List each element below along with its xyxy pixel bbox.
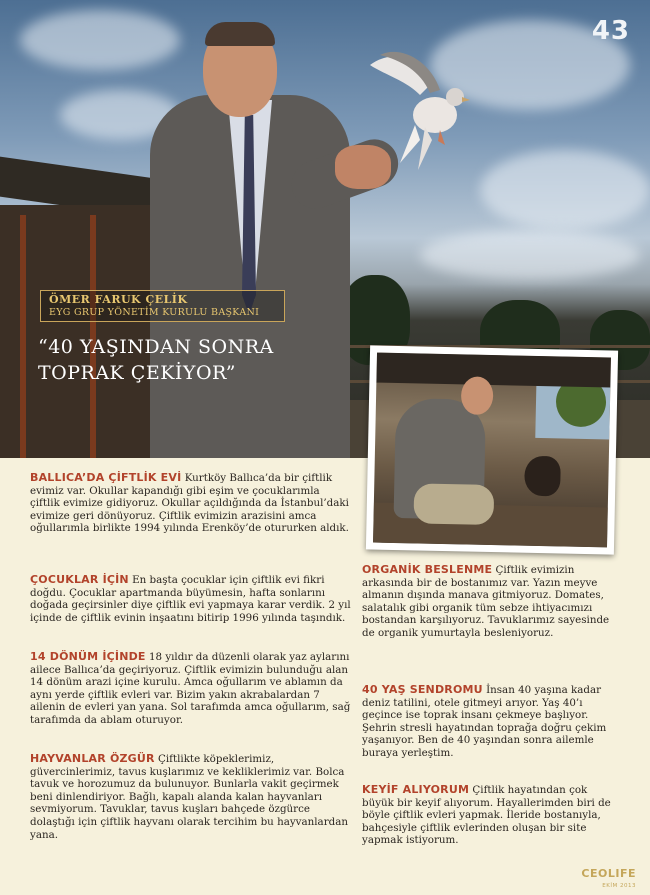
section-text: Çiftlik hayatından çok büyük bir keyif alıyorum. Hayallerimden biri de böyle çiftlik evleri yapmak. İleride bostanıyla, bahçesiyle çiftlik evlerinden oluşan bir site yapmak istiyorum. (362, 784, 611, 847)
section-text: Çiftlikte köpeklerimiz, güvercinlerimiz, tavus kuşlarımız ve kekliklerimiz var. Bolca tavuk ve horozumuz da bulunuyor. Bunlarla vakit geçirmek beni dinlendiriyor. Bağlı, kapalı alanda kalan hayvanları sevmiyorum. Tavuklar, tavus kuşları bahçede özgürce dolaştığı için çiftlik hayvanı olarak tercihim bu hayvanlardan yana. (30, 753, 348, 841)
section-text: Çiftlik evimizin arkasında bir de bostanımız var. Yazın meyve almanın dışında manava gitmiyoruz. Domates, salatalık gibi organik tüm sebze ihtiyacımızı bostandan karşılıyoruz. Tavuklarımız sayesinde de organik yumurtayla besleniyoruz. (362, 564, 610, 639)
issue-date: EKİM 2013 (602, 883, 636, 889)
name-box (40, 290, 285, 322)
section-heading: HAYVANLAR ÖZGÜR (30, 752, 155, 765)
section-14-donum (30, 651, 352, 727)
section-heading: 40 YAŞ SENDROMU (362, 683, 483, 696)
section-heading: ORGANİK BESLENME (362, 563, 493, 576)
section-heading: 14 DÖNÜM İÇİNDE (30, 650, 146, 663)
section-organik-beslenme (362, 564, 622, 640)
section-cocuklar-icin (30, 574, 352, 624)
section-heading: BALLICA’DA ÇİFTLİK EVİ (30, 471, 182, 484)
inset-photo (366, 345, 618, 554)
section-40-yas-sendromu (362, 684, 622, 760)
headline: “40 YAŞINDAN SONRA TOPRAK ÇEKİYOR” (38, 336, 274, 384)
section-text: En başta çocuklar için çiftlik evi fikri doğdu. Çocuklar apartmanda büyümesin, hafta sonlarını doğada geçirsinler diye çiftlik evi yapmaya karar verdik. 2 yıl içinde de çiftlik evinin inşaatını bitirip 1996 yılında taşındık. (30, 574, 351, 624)
section-heading: ÇOCUKLAR İÇİN (30, 573, 129, 586)
brand-logo: CEOLIFE (581, 867, 636, 880)
section-text: İnsan 40 yaşına kadar deniz tatilini, otele gitmeyi arıyor. Yaş 40’ı geçince ise toprak insanı çekmeye başlıyor. Şehrin stresli hayatından toprağa doğru çekim yaşanıyor. Ben de 40 yaşından sonra ailemle buraya yerleştim. (362, 684, 607, 759)
pigeon-image (360, 45, 470, 175)
section-hayvanlar-ozgur (30, 753, 352, 841)
person-title: EYG GRUP YÖNETİM KURULU BAŞKANI (49, 307, 260, 318)
section-text: 18 yıldır da düzenli olarak yaz aylarını ailece Ballıca’da geçiriyoruz. Çiftlik evimizin bulunduğu alan 14 dönüm arazi içine kurulu. Amca oğullarım ve ablamın da aynı yerde çiftlik evleri var. Bizim yakın akrabalardan 7 ailenin de evleri yan yana. Sol tarafımda amca oğullarım, sağ tarafımda da ablam oturuyor. (30, 651, 351, 726)
rooster-image (524, 456, 561, 497)
person-name: ÖMER FARUK ÇELİK (49, 293, 188, 306)
page-number: 43 (591, 16, 630, 46)
section-heading: KEYİF ALIYORUM (362, 783, 470, 796)
section-keyif-aliyorum (362, 784, 622, 847)
section-ciftlik-evi (30, 472, 352, 535)
section-text: Kurtköy Ballıca’da bir çiftlik evimiz var. Okullar kapandığı gibi eşim ve çocuklarımla çiftlik evimize gidiyoruz. Okullar açıldığında da İstanbul’daki evimize geri dönüyoruz. Çiftlik evimizin arazisini amca oğullarımla birlikte 1994 yılında Erenköy’de otururken aldık. (30, 472, 349, 535)
